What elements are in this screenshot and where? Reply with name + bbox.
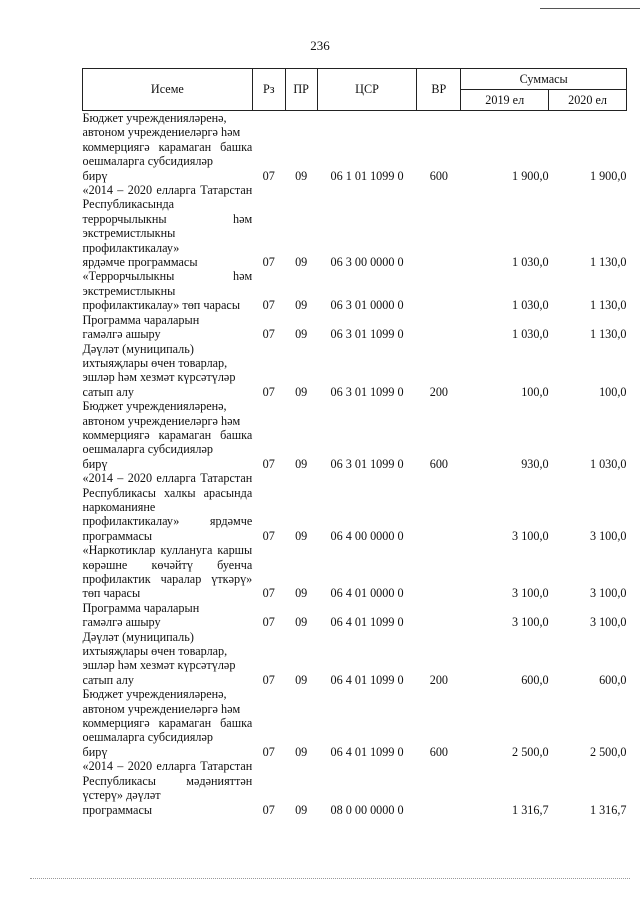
row-sum-2020: 3 100,0 bbox=[589, 615, 627, 630]
header-sums: Суммасы bbox=[461, 69, 627, 90]
row-sum-2019: 100,0 bbox=[521, 384, 549, 399]
row-name-line: Дәүләт (муниципаль) bbox=[82, 341, 194, 356]
table-row bbox=[83, 471, 627, 543]
row-sum-2019: 3 100,0 bbox=[512, 586, 549, 601]
row-name-line: Бюджет учрежденияләренә, bbox=[82, 111, 227, 125]
header-rz: Рз bbox=[252, 69, 285, 111]
row-pr: 09 bbox=[295, 672, 308, 687]
row-sum-2019: 600,0 bbox=[521, 672, 549, 687]
row-sum-2020: 3 100,0 bbox=[589, 586, 627, 601]
row-vr: 200 bbox=[429, 672, 448, 687]
row-name-line: коммерциягә карамаган башка оешмаларга субсидияләр bbox=[82, 139, 253, 169]
row-sum-2019: 3 100,0 bbox=[512, 615, 549, 630]
row-rz: 07 bbox=[262, 672, 275, 687]
row-sum-2019: 1 900,0 bbox=[512, 168, 549, 183]
row-name bbox=[83, 759, 253, 817]
table-row bbox=[83, 543, 627, 601]
row-rz: 07 bbox=[262, 744, 275, 759]
row-name-line: «2014 – 2020 елларга Татарстан Республикасы мәдәнияттән үстерү» дәүләт bbox=[82, 759, 253, 803]
row-name-line: коммерциягә карамаган башка оешмаларга субсидияләр bbox=[82, 716, 253, 745]
row-sum-2019: 930,0 bbox=[521, 456, 549, 471]
table-row bbox=[83, 759, 627, 817]
page-number: 236 bbox=[310, 38, 330, 53]
row-csr: 06 4 00 0000 0 bbox=[330, 528, 404, 543]
row-pr: 09 bbox=[295, 802, 308, 817]
row-name-line: бирү bbox=[82, 168, 108, 183]
row-csr: 06 3 00 0000 0 bbox=[330, 255, 404, 270]
row-pr: 09 bbox=[295, 384, 308, 399]
row-vr bbox=[417, 759, 461, 817]
row-pr: 09 bbox=[295, 615, 308, 630]
row-name-line: бирү bbox=[82, 456, 108, 471]
row-name-line: автоном учреждениеләргә һәм bbox=[82, 413, 241, 428]
table-row bbox=[83, 601, 627, 630]
row-name-line: автоном учреждениеләргә һәм bbox=[82, 125, 241, 140]
row-name bbox=[83, 601, 253, 630]
row-name-line: ихтыяҗлары өчен товарлар, bbox=[82, 355, 228, 370]
row-sum-2020: 3 100,0 bbox=[589, 528, 627, 543]
row-name bbox=[83, 543, 253, 601]
row-rz: 07 bbox=[262, 255, 275, 270]
row-name-line: «Террорчылыкны һәм экстремистлыкны профилактикалау» төп чарасы bbox=[82, 269, 253, 313]
row-rz: 07 bbox=[262, 615, 275, 630]
row-rz: 07 bbox=[262, 384, 275, 399]
row-name-line: «2014 – 2020 елларга Татарстан Республикасы халкы арасында наркоманияне профилактикалау» ярдәмче программасы bbox=[82, 471, 253, 543]
row-rz: 07 bbox=[262, 298, 275, 313]
table-row bbox=[83, 342, 627, 400]
row-vr bbox=[417, 543, 461, 601]
row-sum-2019: 1 030,0 bbox=[512, 255, 549, 270]
row-pr: 09 bbox=[295, 168, 308, 183]
row-csr: 06 4 01 0000 0 bbox=[330, 586, 404, 601]
table-row bbox=[83, 269, 627, 312]
table-body bbox=[83, 111, 627, 817]
row-sum-2019: 3 100,0 bbox=[512, 528, 549, 543]
row-vr bbox=[417, 601, 461, 630]
row-name-line: автоном учреждениеләргә һәм bbox=[82, 701, 241, 716]
row-name-line: бирү bbox=[82, 744, 108, 759]
top-rule bbox=[540, 8, 640, 9]
budget-table bbox=[82, 68, 627, 817]
row-rz: 07 bbox=[262, 456, 275, 471]
row-name-line: «2014 – 2020 елларга Татарстан Республикасында террорчылыкны һәм экстремистлыкны профилактикалау» bbox=[82, 183, 253, 255]
row-csr: 06 3 01 1099 0 bbox=[330, 456, 404, 471]
row-csr: 08 0 00 0000 0 bbox=[330, 802, 404, 817]
table-header bbox=[83, 69, 627, 111]
row-name-line: гамәлгә ашыру bbox=[82, 327, 161, 342]
row-name-line: программасы bbox=[82, 802, 153, 817]
row-pr: 09 bbox=[295, 744, 308, 759]
row-csr: 06 3 01 1099 0 bbox=[330, 327, 404, 342]
row-pr: 09 bbox=[295, 456, 308, 471]
row-sum-2020: 1 130,0 bbox=[589, 255, 627, 270]
row-vr bbox=[417, 313, 461, 342]
row-name-line: Бюджет учрежденияләренә, bbox=[82, 399, 227, 414]
row-pr: 09 bbox=[295, 327, 308, 342]
row-pr: 09 bbox=[295, 528, 308, 543]
row-sum-2019: 1 030,0 bbox=[512, 327, 549, 342]
row-csr: 06 3 01 0000 0 bbox=[330, 298, 404, 313]
row-name bbox=[83, 111, 253, 184]
row-sum-2020: 2 500,0 bbox=[589, 744, 627, 759]
row-csr: 06 4 01 1099 0 bbox=[330, 672, 404, 687]
row-sum-2020: 600,0 bbox=[599, 672, 627, 687]
row-sum-2020: 1 130,0 bbox=[589, 298, 627, 313]
row-rz: 07 bbox=[262, 168, 275, 183]
row-name-line: Программа чараларын bbox=[82, 312, 200, 327]
row-pr: 09 bbox=[295, 586, 308, 601]
row-name bbox=[83, 687, 253, 759]
row-csr: 06 3 01 1099 0 bbox=[330, 384, 404, 399]
row-vr: 600 bbox=[429, 456, 448, 471]
header-pr: ПР bbox=[285, 69, 317, 111]
row-sum-2020: 1 030,0 bbox=[589, 456, 627, 471]
row-sum-2020: 1 130,0 bbox=[589, 327, 627, 342]
header-csr: ЦСР bbox=[317, 69, 417, 111]
row-csr: 06 1 01 1099 0 bbox=[330, 168, 404, 183]
row-name-line: гамәлгә ашыру bbox=[82, 615, 161, 630]
table-row bbox=[83, 687, 627, 759]
row-vr bbox=[417, 183, 461, 269]
row-vr bbox=[417, 269, 461, 312]
table-row bbox=[83, 399, 627, 471]
row-name bbox=[83, 313, 253, 342]
header-2020: 2020 ел bbox=[549, 90, 627, 111]
row-name bbox=[83, 183, 253, 269]
row-vr: 600 bbox=[429, 744, 448, 759]
row-name-line: Бюджет учрежденияләренә, bbox=[82, 687, 227, 702]
row-name-line: Дәүләт (муниципаль) bbox=[82, 629, 194, 644]
row-rz: 07 bbox=[262, 327, 275, 342]
row-vr: 600 bbox=[429, 168, 448, 183]
row-pr: 09 bbox=[295, 298, 308, 313]
row-vr: 200 bbox=[429, 384, 448, 399]
row-sum-2020: 100,0 bbox=[599, 384, 627, 399]
table-row bbox=[83, 313, 627, 342]
row-sum-2019: 1 030,0 bbox=[512, 298, 549, 313]
row-name-line: сатып алу bbox=[82, 384, 134, 399]
row-name bbox=[83, 269, 253, 312]
table-row bbox=[83, 111, 627, 184]
row-rz: 07 bbox=[262, 586, 275, 601]
row-name-line: эшләр һәм хезмәт күрсәтүләр bbox=[82, 370, 236, 385]
row-name bbox=[83, 399, 253, 471]
header-2019: 2019 ел bbox=[461, 90, 549, 111]
row-csr: 06 4 01 1099 0 bbox=[330, 615, 404, 630]
row-rz: 07 bbox=[262, 528, 275, 543]
bottom-dotted-rule bbox=[30, 878, 630, 879]
table-row bbox=[83, 183, 627, 269]
row-name-line: коммерциягә карамаган башка оешмаларга субсидияләр bbox=[82, 427, 253, 457]
row-sum-2020: 1 900,0 bbox=[589, 168, 627, 183]
row-rz: 07 bbox=[262, 802, 275, 817]
row-name-line: «Наркотиклар куллануга каршы көрәшне көчәйтү буенча профилактик чаралар үткәрү» төп чарасы bbox=[82, 543, 253, 601]
row-name-line: сатып алу bbox=[82, 672, 134, 687]
row-name bbox=[83, 342, 253, 400]
row-name bbox=[83, 630, 253, 688]
row-vr bbox=[417, 471, 461, 543]
row-name-line: эшләр һәм хезмәт күрсәтүләр bbox=[82, 658, 236, 673]
row-name-line: ярдәмче программасы bbox=[82, 255, 198, 270]
row-sum-2019: 1 316,7 bbox=[512, 802, 549, 817]
header-name: Исеме bbox=[83, 69, 253, 111]
header-vr: ВР bbox=[417, 69, 461, 111]
row-name-line: Программа чараларын bbox=[82, 600, 200, 615]
row-name-line: ихтыяҗлары өчен товарлар, bbox=[82, 644, 228, 659]
table-row bbox=[83, 630, 627, 688]
row-sum-2019: 2 500,0 bbox=[512, 744, 549, 759]
row-csr: 06 4 01 1099 0 bbox=[330, 744, 404, 759]
row-pr: 09 bbox=[295, 255, 308, 270]
row-sum-2020: 1 316,7 bbox=[589, 802, 627, 817]
row-name bbox=[83, 471, 253, 543]
